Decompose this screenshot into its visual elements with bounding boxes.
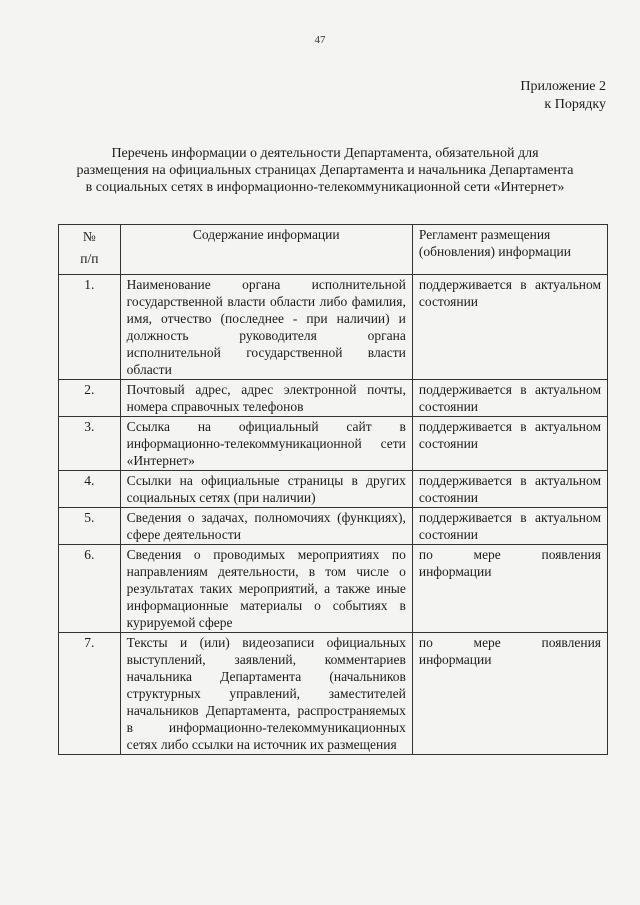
page-number: 47: [314, 34, 326, 46]
row-number: 2.: [59, 380, 121, 417]
table-row: [59, 417, 608, 471]
row-content: Сведения о задачах, полномочиях (функциях), сфере деятельности: [120, 508, 412, 545]
title-line-1: Перечень информации о деятельности Департамента, обязательной для: [111, 146, 539, 161]
row-regulation: по мере появления информации: [412, 633, 607, 755]
row-content: Ссылка на официальный сайт в информационно-телекоммуникационной сети «Интернет»: [120, 417, 412, 471]
appendix-note: [520, 78, 606, 114]
row-regulation: поддерживается в актуальном состоянии: [412, 471, 607, 508]
information-table: [58, 224, 608, 755]
header-number-line-2: п/п: [80, 251, 99, 266]
header-content: Содержание информации: [120, 225, 412, 275]
row-regulation: поддерживается в актуальном состоянии: [412, 275, 607, 380]
row-number: 1.: [59, 275, 121, 380]
table-row: [59, 545, 608, 633]
appendix-line-2: к Порядку: [544, 97, 606, 112]
table-row: [59, 275, 608, 380]
row-content: Почтовый адрес, адрес электронной почты, номера справочных телефонов: [120, 380, 412, 417]
row-number: 5.: [59, 508, 121, 545]
table-row: [59, 508, 608, 545]
table-row: [59, 380, 608, 417]
table-row: [59, 471, 608, 508]
row-regulation: поддерживается в актуальном состоянии: [412, 508, 607, 545]
header-number-line-1: №: [82, 229, 96, 244]
header-regulation: Регламент размещения (обновления) информации: [412, 225, 607, 275]
title-line-3: в социальных сетях в информационно-телекоммуникационной сети «Интернет»: [85, 180, 565, 195]
table-header-row: [59, 225, 608, 275]
row-number: 7.: [59, 633, 121, 755]
title-line-2: размещения на официальных страницах Департамента и начальника Департамента: [76, 163, 574, 178]
row-number: 3.: [59, 417, 121, 471]
row-content: Тексты и (или) видеозаписи официальных выступлений, заявлений, комментариев начальника Департамента (начальников структурных управлений, заместителей начальников Департамента, распространяемых в информационно-телекоммуникационных сетях либо ссылки на источник их размещения: [120, 633, 412, 755]
row-regulation: по мере появления информации: [412, 545, 607, 633]
row-content: Сведения о проводимых мероприятиях по направлениям деятельности, в том числе о результатах таких мероприятий, а также иные информационные материалы о событиях в курируемой сфере: [120, 545, 412, 633]
row-regulation: поддерживается в актуальном состоянии: [412, 417, 607, 471]
header-number: [59, 225, 121, 275]
row-number: 4.: [59, 471, 121, 508]
row-regulation: поддерживается в актуальном состоянии: [412, 380, 607, 417]
document-title: [40, 145, 610, 196]
appendix-line-1: Приложение 2: [520, 79, 606, 94]
row-content: Ссылки на официальные страницы в других социальных сетях (при наличии): [120, 471, 412, 508]
row-content: Наименование органа исполнительной государственной власти области либо фамилия, имя, отчество (последнее - при наличии) и должность руководителя органа исполнительной государственной власти области: [120, 275, 412, 380]
table-row: [59, 633, 608, 755]
row-number: 6.: [59, 545, 121, 633]
